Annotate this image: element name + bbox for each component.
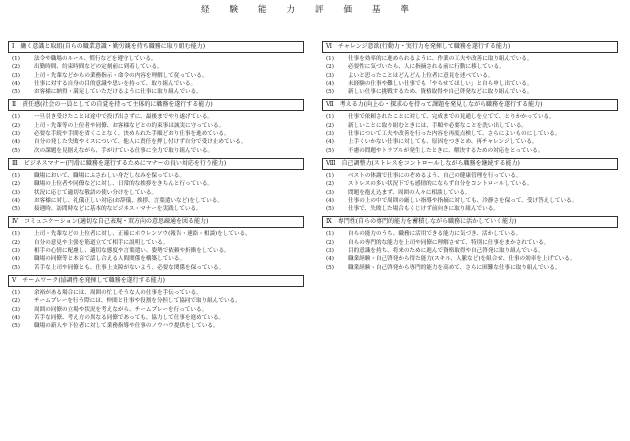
item-number: (4) bbox=[12, 256, 20, 263]
item-number: (5) bbox=[12, 206, 20, 213]
criteria-item bbox=[8, 297, 304, 305]
item-number: (5) bbox=[326, 147, 334, 154]
item-number: (3) bbox=[12, 131, 20, 138]
item-text: ストレスの多い状況下でも感情的にならず自分をコントロールしている。 bbox=[348, 181, 533, 188]
item-text: 一旦引き受けたことは途中で投げ出さずに、最後までやり遂げている。 bbox=[34, 114, 214, 121]
criteria-item bbox=[322, 180, 618, 188]
item-text: 新しい仕事に挑戦するため、資格取得や自己啓発などに取り組んでいる。 bbox=[348, 89, 533, 96]
item-text: 必要な手続や手間を省くことなく、決められた手順どおり仕事を進めている。 bbox=[34, 131, 230, 138]
right-column bbox=[322, 41, 618, 272]
criteria-list bbox=[8, 228, 304, 271]
criteria-item bbox=[8, 255, 304, 263]
criteria-item bbox=[8, 239, 304, 247]
item-text: 上司・先輩などからの業務指示・命令の内容を理解して従っている。 bbox=[34, 72, 208, 79]
item-text: よいと思ったことはどんどん上位者に意見を述べている。 bbox=[348, 72, 494, 79]
item-text: チームプレーを行う際には、仲間と仕事や役割を分担して協同で取り組んでいる。 bbox=[34, 298, 241, 305]
criteria-list bbox=[8, 111, 304, 154]
criteria-item bbox=[8, 205, 304, 213]
item-text: 仕事について工夫や改善を行った内容を再度点検して、さらによいものにしている。 bbox=[348, 131, 561, 138]
item-text: 余裕がある場合には、周囲の忙しそうな人の仕事を手伝っている。 bbox=[34, 289, 202, 296]
section-header: Ⅴ チームワーク(協調性を発揮して職務を遂行する能力) bbox=[8, 275, 304, 287]
criteria-item bbox=[322, 197, 618, 205]
criteria-item bbox=[322, 172, 618, 180]
item-text: 未経験の仕事や難しい仕事でも「やらせてほしい」と自ら申し出ている。 bbox=[348, 80, 533, 87]
criteria-list bbox=[322, 53, 618, 96]
item-number: (3) bbox=[12, 306, 20, 313]
criteria-item bbox=[8, 189, 304, 197]
item-number: (1) bbox=[12, 56, 20, 62]
criteria-item bbox=[8, 180, 304, 188]
item-text: 周囲の同僚の立場や状況を考えながら、チームプレーを行っている。 bbox=[34, 306, 208, 313]
section-header: Ⅱ 責任感(社会の一員としての自覚を持って主体的に職務を遂行する能力) bbox=[8, 99, 304, 111]
item-text: 仕事の上の中で周囲の厳しい指導や指摘に対しても、冷静さを保って、受け答えしている。 bbox=[348, 197, 578, 204]
criteria-item bbox=[8, 314, 304, 322]
item-text: 職業経験・自己啓発から専門的能力を高めて、さらに困難な仕事に取り組んでいる。 bbox=[348, 264, 561, 271]
criteria-item bbox=[322, 130, 618, 138]
item-text: ベストの体調で仕事にのぞめるよう、自己の健康管理を行っている。 bbox=[348, 172, 522, 179]
item-number: (4) bbox=[326, 80, 334, 87]
section-6 bbox=[322, 41, 618, 96]
section-header: Ⅰ 働く意識と取組(自らの職業意識・勤労観を持ち職務に取り組む能力) bbox=[8, 41, 304, 53]
criteria-item bbox=[322, 230, 618, 238]
item-number: (3) bbox=[12, 248, 20, 255]
section-header: Ⅶ 考える力(向上心・探求心を持って課題を発見しながら職務を遂行する能力) bbox=[322, 99, 618, 111]
criteria-item bbox=[322, 113, 618, 121]
criteria-list bbox=[8, 170, 304, 213]
item-number: (2) bbox=[12, 181, 20, 188]
criteria-item bbox=[8, 322, 304, 330]
item-text: 必要性に気づいたら、人に指摘される前に行動に移している。 bbox=[348, 64, 505, 71]
section-7 bbox=[322, 99, 618, 154]
item-text: 職場の上位者や同僚などに対し、日常的な挨拶をきちんと行っている。 bbox=[34, 181, 214, 188]
criteria-item bbox=[322, 138, 618, 146]
criteria-item bbox=[8, 88, 304, 96]
criteria-list bbox=[8, 53, 304, 96]
criteria-list bbox=[322, 111, 618, 154]
item-number: (3) bbox=[12, 72, 20, 79]
item-number: (4) bbox=[326, 139, 334, 146]
item-number: (2) bbox=[326, 181, 334, 188]
item-text: お客様に対し、礼儀正しい対応(お辞儀、挨拶、言葉遣いなど)をしている。 bbox=[34, 197, 223, 204]
section-9 bbox=[322, 216, 618, 271]
item-text: 状況に応じて適切な敬語の使い分けをしている。 bbox=[34, 189, 158, 196]
left-column bbox=[8, 41, 304, 330]
item-text: 問題を抱え込まず、周囲の人々に相談している。 bbox=[348, 189, 471, 196]
section-4 bbox=[8, 216, 304, 271]
criteria-item bbox=[8, 55, 304, 63]
item-number: (1) bbox=[12, 114, 20, 121]
item-number: (1) bbox=[12, 231, 20, 238]
item-text: 目的意識を持ち、将来のために進んで資格取得や自己啓発に取り組んでいる。 bbox=[348, 248, 544, 255]
item-number: (1) bbox=[12, 172, 20, 179]
item-number: (5) bbox=[12, 89, 20, 96]
item-number: (5) bbox=[326, 264, 334, 271]
item-number: (3) bbox=[12, 189, 20, 196]
item-number: (2) bbox=[326, 64, 334, 71]
item-number: (1) bbox=[326, 231, 334, 238]
criteria-item bbox=[8, 247, 304, 255]
item-number: (1) bbox=[12, 289, 20, 296]
item-number: (2) bbox=[326, 122, 334, 129]
item-text: 仕事に対する自身の目的意識や思いを持って、取り組んでいる。 bbox=[34, 80, 197, 87]
item-text: 自分の意見や主張を筋道立てて相手に説明している。 bbox=[34, 239, 169, 246]
item-text: 上司・先輩等の上位者や同僚、お客様などとの約束事は誠実に守っている。 bbox=[34, 122, 225, 129]
criteria-item bbox=[322, 147, 618, 155]
item-text: 接遇時、訪問時などに基本的なビジネス・マナーを実践している。 bbox=[34, 206, 202, 213]
item-number: (3) bbox=[326, 72, 334, 79]
item-number: (3) bbox=[326, 131, 334, 138]
criteria-item bbox=[322, 205, 618, 213]
item-text: 上司・先輩などの上位者に対し、正確にホウレンソウ(報告・連絡・相談)をしている。 bbox=[34, 231, 251, 238]
item-number: (2) bbox=[12, 298, 20, 305]
item-number: (3) bbox=[326, 189, 334, 196]
item-text: 仕事で、失敗した場合もくじけず前向きに取り組んでいる。 bbox=[348, 206, 499, 213]
criteria-item bbox=[322, 63, 618, 71]
item-text: 自らの専門的な能力を上司や同僚に理解させて、特別に仕事をまかされている。 bbox=[348, 239, 550, 246]
section-8 bbox=[322, 158, 618, 213]
criteria-item bbox=[8, 113, 304, 121]
item-number: (2) bbox=[12, 239, 20, 246]
item-text: 相手の心情に配慮し、適切な態度や言葉遣い、姿勢で依頼や折衝をしている。 bbox=[34, 248, 230, 255]
criteria-item bbox=[8, 197, 304, 205]
item-number: (4) bbox=[12, 314, 20, 321]
criteria-item bbox=[322, 189, 618, 197]
item-number: (4) bbox=[12, 139, 20, 146]
section-2 bbox=[8, 99, 304, 154]
item-number: (2) bbox=[12, 64, 20, 71]
item-number: (3) bbox=[326, 248, 334, 255]
item-text: 苦手な同僚、考え方の異なる同僚であっても、協力して仕事を進めている。 bbox=[34, 314, 225, 321]
criteria-item bbox=[322, 72, 618, 80]
criteria-item bbox=[8, 289, 304, 297]
page-title: 経験能力評価基準 bbox=[200, 5, 429, 15]
item-number: (5) bbox=[326, 89, 334, 96]
item-text: 次の課題を見据えながら、手がけている仕事に全力で取り組んでいる。 bbox=[34, 147, 214, 154]
section-header: Ⅸ 専門性(自らの専門的能力を蓄積しながら職務に活かしていく能力) bbox=[322, 216, 618, 228]
criteria-item bbox=[322, 122, 618, 130]
criteria-item bbox=[8, 264, 304, 272]
item-text: 仕事を効率的に進められるように、作業の工夫や改善に取り組んでいる。 bbox=[348, 56, 533, 62]
item-text: 苦手な上司や同僚とも、仕事上支障がないよう、必要な関係を保っている。 bbox=[34, 264, 225, 271]
item-number: (1) bbox=[326, 172, 334, 179]
item-number: (1) bbox=[326, 56, 334, 62]
item-text: 職場において、職場にふさわしい身だしなみを保っている。 bbox=[34, 172, 185, 179]
criteria-item bbox=[322, 55, 618, 63]
criteria-item bbox=[322, 247, 618, 255]
item-text: 法令や職場のルール、慣行などを遵守している。 bbox=[34, 56, 157, 62]
section-header: Ⅷ 自己調整力(ストレスをコントロールしながら職務を継続する能力) bbox=[322, 158, 618, 170]
item-number: (5) bbox=[12, 323, 20, 330]
item-number: (2) bbox=[12, 122, 20, 129]
item-text: 上手くいかない仕事に対しても、原因をつきとめ、再チャレンジしている。 bbox=[348, 139, 538, 146]
item-text: 出勤時間、約束時間などの定刻前に到着している。 bbox=[34, 64, 163, 71]
item-number: (4) bbox=[12, 197, 20, 204]
criteria-item bbox=[8, 80, 304, 88]
item-text: 自らの能力のうち、職務に活用できる能力に気づき、活かしている。 bbox=[348, 231, 522, 238]
item-text: 自分の発した失敗やミスについて、他人に責任を押し付けず自分で受け止めている。 bbox=[34, 139, 247, 146]
item-text: 職場の同僚等と本音で話し合える人間関係を構築している。 bbox=[34, 256, 186, 263]
item-number: (2) bbox=[326, 239, 334, 246]
criteria-item bbox=[8, 130, 304, 138]
item-number: (5) bbox=[12, 264, 20, 271]
criteria-item bbox=[8, 63, 304, 71]
item-number: (4) bbox=[12, 80, 20, 87]
item-text: 職場の新人や下位者に対して業務指導や仕事のノウハウ提供をしている。 bbox=[34, 323, 219, 330]
section-1 bbox=[8, 41, 304, 96]
criteria-item bbox=[8, 230, 304, 238]
section-5 bbox=[8, 275, 304, 330]
item-text: 不慮の問題やトラブルが発生したときに、解決するための対応をとっている。 bbox=[348, 147, 544, 154]
criteria-item bbox=[8, 72, 304, 80]
criteria-item bbox=[8, 122, 304, 130]
item-number: (5) bbox=[326, 206, 334, 213]
section-header: Ⅲ ビジネスマナー(円滑に職務を遂行するためにマナーの良い対応を行う能力) bbox=[8, 158, 304, 170]
item-number: (5) bbox=[12, 147, 20, 154]
criteria-item bbox=[322, 255, 618, 263]
section-header: Ⅳ コミュニケーション(適切な自己表現・双方向の意思疎通を図る能力) bbox=[8, 216, 304, 228]
criteria-list bbox=[8, 287, 304, 330]
item-text: 仕事で依頼されたことに対して、完成までの見通しを立てて、とりかかっている。 bbox=[348, 114, 555, 121]
section-3 bbox=[8, 158, 304, 213]
criteria-item bbox=[322, 88, 618, 96]
criteria-item bbox=[322, 80, 618, 88]
item-text: 新しいことに取り組むときには、手順や必要なことを洗い出している。 bbox=[348, 122, 528, 129]
item-number: (4) bbox=[326, 197, 334, 204]
criteria-item bbox=[8, 147, 304, 155]
criteria-item bbox=[322, 264, 618, 272]
item-text: 職業経験・自己啓発から得た能力(スキル、人脈など)を組合せ、仕事の効率を上げている。 bbox=[348, 256, 576, 263]
criteria-item bbox=[8, 138, 304, 146]
item-text: お客様に納得・満足していただけるように仕事に取り組んでいる。 bbox=[34, 89, 202, 96]
criteria-list bbox=[322, 228, 618, 271]
item-number: (4) bbox=[326, 256, 334, 263]
item-number: (1) bbox=[326, 114, 334, 121]
criteria-list bbox=[322, 170, 618, 213]
criteria-item bbox=[322, 239, 618, 247]
criteria-item bbox=[8, 172, 304, 180]
criteria-item bbox=[8, 306, 304, 314]
section-header: Ⅵ チャレンジ意欲(行動力・実行力を発揮して職務を遂行する能力) bbox=[322, 41, 618, 53]
